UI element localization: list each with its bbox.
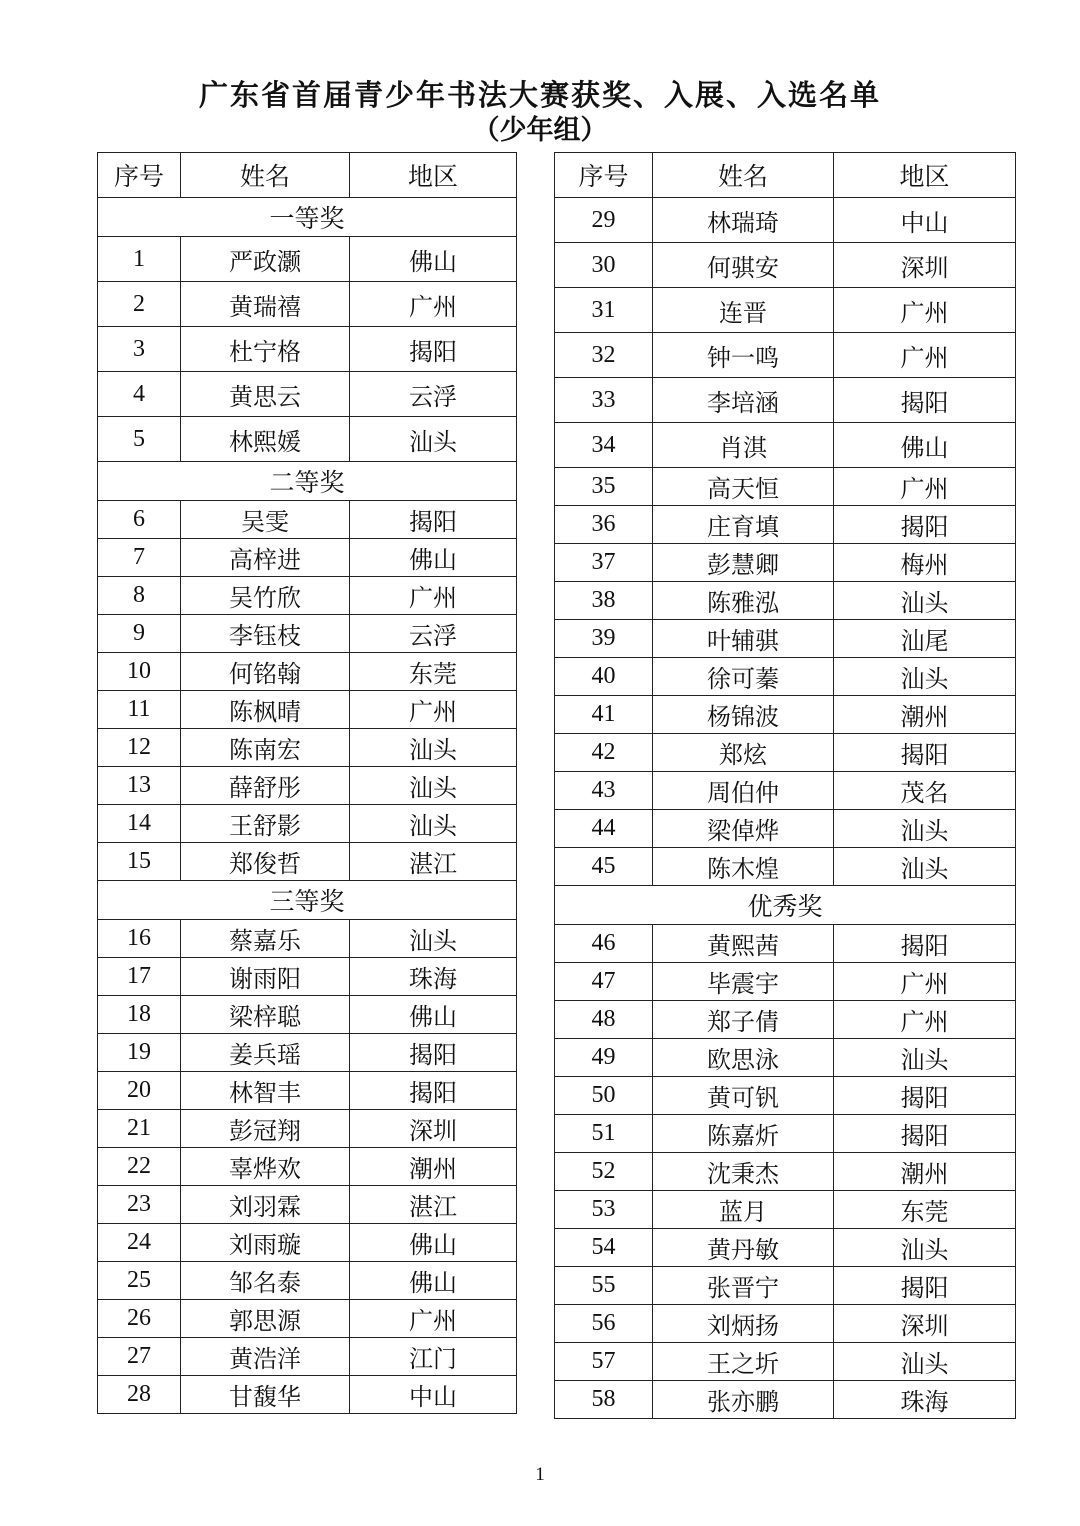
serial-number: 51 (555, 1115, 653, 1153)
region: 东莞 (350, 653, 517, 691)
table-row (555, 1229, 1016, 1267)
winner-name: 李钰枝 (181, 615, 350, 653)
table-row (555, 582, 1016, 620)
region: 揭阳 (834, 1077, 1016, 1115)
table-row (555, 1077, 1016, 1115)
region: 江门 (350, 1338, 517, 1376)
region: 珠海 (350, 958, 517, 996)
serial-number: 26 (98, 1300, 181, 1338)
serial-number: 24 (98, 1224, 181, 1262)
table-row (98, 1262, 517, 1300)
winner-name: 陈木煌 (653, 848, 834, 886)
table-row (98, 615, 517, 653)
region: 揭阳 (350, 501, 517, 539)
table-row (98, 1300, 517, 1338)
region: 中山 (350, 1376, 517, 1414)
header-name: 姓名 (653, 153, 834, 198)
region: 佛山 (350, 996, 517, 1034)
table-row (555, 544, 1016, 582)
winner-name: 郑炫 (653, 734, 834, 772)
region: 广州 (350, 691, 517, 729)
table-row (98, 843, 517, 881)
serial-number: 16 (98, 920, 181, 958)
region: 汕头 (834, 810, 1016, 848)
serial-number: 3 (98, 327, 181, 372)
table-row (555, 1115, 1016, 1153)
region: 佛山 (350, 1262, 517, 1300)
region: 深圳 (350, 1110, 517, 1148)
award-section-row (555, 886, 1016, 925)
table-row (98, 729, 517, 767)
winner-name: 蔡嘉乐 (181, 920, 350, 958)
table-row (555, 288, 1016, 333)
winner-name: 周伯仲 (653, 772, 834, 810)
serial-number: 10 (98, 653, 181, 691)
serial-number: 35 (555, 468, 653, 506)
serial-number: 28 (98, 1376, 181, 1414)
header-serial: 序号 (98, 153, 181, 198)
serial-number: 7 (98, 539, 181, 577)
serial-number: 48 (555, 1001, 653, 1039)
serial-number: 32 (555, 333, 653, 378)
serial-number: 9 (98, 615, 181, 653)
region: 湛江 (350, 843, 517, 881)
table-row (98, 327, 517, 372)
table-row (98, 577, 517, 615)
region: 佛山 (834, 423, 1016, 468)
region: 潮州 (350, 1148, 517, 1186)
region: 广州 (834, 468, 1016, 506)
serial-number: 45 (555, 848, 653, 886)
table-row (555, 1305, 1016, 1343)
region: 佛山 (350, 539, 517, 577)
serial-number: 29 (555, 198, 653, 243)
region: 潮州 (834, 1153, 1016, 1191)
winner-name: 何铭翰 (181, 653, 350, 691)
table-row (555, 658, 1016, 696)
serial-number: 31 (555, 288, 653, 333)
region: 深圳 (834, 1305, 1016, 1343)
region: 揭阳 (350, 1072, 517, 1110)
winner-name: 何骐安 (653, 243, 834, 288)
winner-name: 谢雨阳 (181, 958, 350, 996)
winner-name: 黄瑞禧 (181, 282, 350, 327)
table-row (98, 1148, 517, 1186)
region: 汕头 (834, 1343, 1016, 1381)
winner-name: 陈南宏 (181, 729, 350, 767)
serial-number: 57 (555, 1343, 653, 1381)
serial-number: 54 (555, 1229, 653, 1267)
region: 揭阳 (834, 925, 1016, 963)
table-header-row (555, 153, 1016, 198)
region: 佛山 (350, 237, 517, 282)
winner-name: 黄思云 (181, 372, 350, 417)
winner-name: 林智丰 (181, 1072, 350, 1110)
table-row (98, 1034, 517, 1072)
region: 汕头 (350, 767, 517, 805)
table-row (555, 243, 1016, 288)
winner-name: 吴竹欣 (181, 577, 350, 615)
serial-number: 13 (98, 767, 181, 805)
winner-name: 庄育填 (653, 506, 834, 544)
serial-number: 11 (98, 691, 181, 729)
serial-number: 42 (555, 734, 653, 772)
winner-name: 欧思泳 (653, 1039, 834, 1077)
region: 云浮 (350, 372, 517, 417)
serial-number: 36 (555, 506, 653, 544)
winner-name: 杨锦波 (653, 696, 834, 734)
awards-table-right (554, 152, 1016, 1419)
table-header-row (98, 153, 517, 198)
table-row (555, 1039, 1016, 1077)
region: 茂名 (834, 772, 1016, 810)
table-row (555, 423, 1016, 468)
serial-number: 14 (98, 805, 181, 843)
serial-number: 34 (555, 423, 653, 468)
serial-number: 41 (555, 696, 653, 734)
serial-number: 49 (555, 1039, 653, 1077)
document-subtitle: （少年组） (472, 115, 608, 146)
table-row (555, 506, 1016, 544)
serial-number: 38 (555, 582, 653, 620)
serial-number: 46 (555, 925, 653, 963)
winner-name: 吴雯 (181, 501, 350, 539)
serial-number: 6 (98, 501, 181, 539)
winner-name: 张晋宁 (653, 1267, 834, 1305)
region: 汕头 (350, 729, 517, 767)
winner-name: 钟一鸣 (653, 333, 834, 378)
winner-name: 陈枫晴 (181, 691, 350, 729)
serial-number: 58 (555, 1381, 653, 1419)
awards-table-left (97, 152, 517, 1414)
region: 揭阳 (834, 734, 1016, 772)
winner-name: 陈雅泓 (653, 582, 834, 620)
award-section-title: 一等奖 (98, 198, 517, 237)
table-row (555, 1343, 1016, 1381)
table-row (555, 696, 1016, 734)
table-row (98, 1376, 517, 1414)
header-region: 地区 (350, 153, 517, 198)
table-row (555, 378, 1016, 423)
region: 汕头 (350, 805, 517, 843)
winner-name: 刘雨璇 (181, 1224, 350, 1262)
region: 广州 (834, 963, 1016, 1001)
award-section-title: 优秀奖 (555, 886, 1016, 925)
serial-number: 40 (555, 658, 653, 696)
region: 梅州 (834, 544, 1016, 582)
table-row (555, 1001, 1016, 1039)
serial-number: 2 (98, 282, 181, 327)
table-row (98, 237, 517, 282)
serial-number: 39 (555, 620, 653, 658)
table-row (555, 734, 1016, 772)
winner-name: 蓝月 (653, 1191, 834, 1229)
winner-name: 严政灏 (181, 237, 350, 282)
winner-name: 张亦鹏 (653, 1381, 834, 1419)
winner-name: 毕震宇 (653, 963, 834, 1001)
table-row (98, 539, 517, 577)
table-row (98, 1072, 517, 1110)
winner-name: 彭冠翔 (181, 1110, 350, 1148)
table-row (98, 767, 517, 805)
winner-name: 黄浩洋 (181, 1338, 350, 1376)
serial-number: 17 (98, 958, 181, 996)
table-row (555, 198, 1016, 243)
region: 汕头 (834, 1229, 1016, 1267)
table-row (98, 996, 517, 1034)
winner-name: 邹名泰 (181, 1262, 350, 1300)
region: 揭阳 (350, 1034, 517, 1072)
award-section-row (98, 462, 517, 501)
table-row (555, 1191, 1016, 1229)
winner-name: 刘炳扬 (653, 1305, 834, 1343)
region: 汕头 (834, 582, 1016, 620)
winner-name: 林瑞琦 (653, 198, 834, 243)
winner-name: 黄可钒 (653, 1077, 834, 1115)
winner-name: 郑子倩 (653, 1001, 834, 1039)
winner-name: 梁梓聪 (181, 996, 350, 1034)
region: 云浮 (350, 615, 517, 653)
table-row (98, 653, 517, 691)
region: 揭阳 (834, 1267, 1016, 1305)
winner-name: 连晋 (653, 288, 834, 333)
serial-number: 43 (555, 772, 653, 810)
table-row (98, 417, 517, 462)
region: 中山 (834, 198, 1016, 243)
table-row (555, 925, 1016, 963)
table-row (98, 1110, 517, 1148)
award-section-row (98, 198, 517, 237)
table-row (98, 282, 517, 327)
serial-number: 30 (555, 243, 653, 288)
winner-name: 肖淇 (653, 423, 834, 468)
table-row (555, 1267, 1016, 1305)
winner-name: 林熙媛 (181, 417, 350, 462)
serial-number: 5 (98, 417, 181, 462)
serial-number: 18 (98, 996, 181, 1034)
winner-name: 黄丹敏 (653, 1229, 834, 1267)
table-row (555, 1153, 1016, 1191)
serial-number: 27 (98, 1338, 181, 1376)
winner-name: 陈嘉炘 (653, 1115, 834, 1153)
region: 揭阳 (350, 327, 517, 372)
table-row (555, 333, 1016, 378)
region: 东莞 (834, 1191, 1016, 1229)
region: 广州 (834, 333, 1016, 378)
table-row (555, 848, 1016, 886)
region: 深圳 (834, 243, 1016, 288)
header-region: 地区 (834, 153, 1016, 198)
region: 汕头 (350, 417, 517, 462)
region: 潮州 (834, 696, 1016, 734)
serial-number: 22 (98, 1148, 181, 1186)
award-section-title: 三等奖 (98, 881, 517, 920)
table-row (98, 920, 517, 958)
serial-number: 15 (98, 843, 181, 881)
serial-number: 1 (98, 237, 181, 282)
serial-number: 20 (98, 1072, 181, 1110)
region: 广州 (350, 1300, 517, 1338)
table-row (98, 1224, 517, 1262)
winner-name: 黄熙茜 (653, 925, 834, 963)
header-serial: 序号 (555, 153, 653, 198)
table-row (555, 963, 1016, 1001)
table-row (555, 1381, 1016, 1419)
serial-number: 25 (98, 1262, 181, 1300)
table-row (98, 1338, 517, 1376)
serial-number: 37 (555, 544, 653, 582)
winner-name: 高梓进 (181, 539, 350, 577)
winner-name: 梁倬烨 (653, 810, 834, 848)
serial-number: 56 (555, 1305, 653, 1343)
serial-number: 33 (555, 378, 653, 423)
table-row (98, 691, 517, 729)
award-section-row (98, 881, 517, 920)
region: 珠海 (834, 1381, 1016, 1419)
winner-name: 叶辅骐 (653, 620, 834, 658)
table-row (98, 501, 517, 539)
serial-number: 12 (98, 729, 181, 767)
region: 湛江 (350, 1186, 517, 1224)
winner-name: 李培涵 (653, 378, 834, 423)
serial-number: 44 (555, 810, 653, 848)
winner-name: 徐可蓁 (653, 658, 834, 696)
serial-number: 52 (555, 1153, 653, 1191)
table-row (555, 620, 1016, 658)
page-number: 1 (535, 1464, 545, 1485)
region: 广州 (834, 1001, 1016, 1039)
winner-name: 姜兵瑶 (181, 1034, 350, 1072)
table-row (98, 805, 517, 843)
winner-name: 刘羽霖 (181, 1186, 350, 1224)
document-title: 广东省首届青少年书法大赛获奖、入展、入选名单 (198, 78, 881, 112)
winner-name: 王之圻 (653, 1343, 834, 1381)
region: 汕头 (834, 848, 1016, 886)
region: 揭阳 (834, 506, 1016, 544)
winner-name: 彭慧卿 (653, 544, 834, 582)
region: 揭阳 (834, 1115, 1016, 1153)
header-name: 姓名 (181, 153, 350, 198)
winner-name: 高天恒 (653, 468, 834, 506)
winner-name: 王舒影 (181, 805, 350, 843)
region: 汕头 (350, 920, 517, 958)
serial-number: 23 (98, 1186, 181, 1224)
serial-number: 55 (555, 1267, 653, 1305)
winner-name: 郑俊哲 (181, 843, 350, 881)
region: 汕头 (834, 658, 1016, 696)
serial-number: 47 (555, 963, 653, 1001)
region: 汕头 (834, 1039, 1016, 1077)
serial-number: 53 (555, 1191, 653, 1229)
serial-number: 8 (98, 577, 181, 615)
table-row (555, 468, 1016, 506)
region: 广州 (350, 282, 517, 327)
winner-name: 杜宁格 (181, 327, 350, 372)
winner-name: 郭思源 (181, 1300, 350, 1338)
region: 广州 (834, 288, 1016, 333)
region: 揭阳 (834, 378, 1016, 423)
winner-name: 沈秉杰 (653, 1153, 834, 1191)
region: 佛山 (350, 1224, 517, 1262)
serial-number: 4 (98, 372, 181, 417)
region: 汕尾 (834, 620, 1016, 658)
serial-number: 19 (98, 1034, 181, 1072)
serial-number: 21 (98, 1110, 181, 1148)
region: 广州 (350, 577, 517, 615)
winner-name: 甘馥华 (181, 1376, 350, 1414)
table-row (98, 958, 517, 996)
winner-name: 薛舒彤 (181, 767, 350, 805)
table-row (555, 772, 1016, 810)
table-row (98, 372, 517, 417)
award-section-title: 二等奖 (98, 462, 517, 501)
serial-number: 50 (555, 1077, 653, 1115)
winner-name: 辜烨欢 (181, 1148, 350, 1186)
table-row (98, 1186, 517, 1224)
table-row (555, 810, 1016, 848)
